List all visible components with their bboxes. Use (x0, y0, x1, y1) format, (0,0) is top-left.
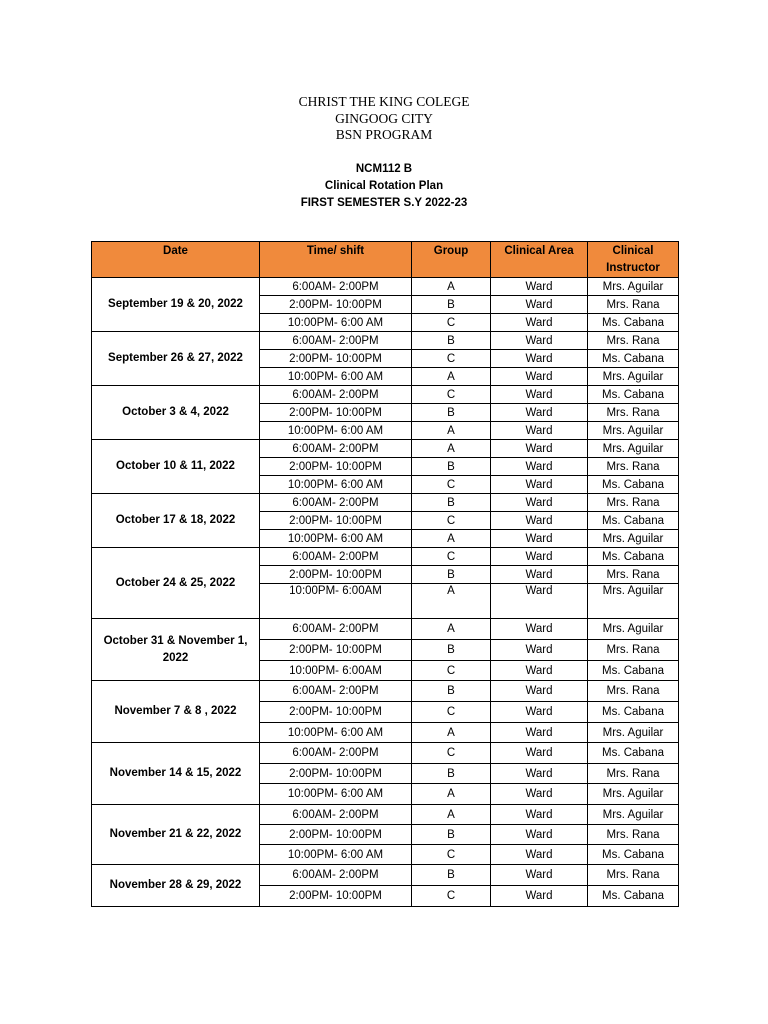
time-cell: 2:00PM- 10:00PM (260, 458, 412, 476)
time-cell: 6:00AM- 2:00PM (260, 865, 412, 886)
instructor-cell: Mrs. Rana (588, 332, 679, 350)
instructor-cell: Mrs. Aguilar (588, 805, 679, 825)
table-row (92, 278, 679, 296)
clinical-area-cell: Ward (491, 368, 588, 386)
rotation-table (91, 241, 679, 907)
group-cell: B (412, 640, 491, 661)
clinical-area-cell: Ward (491, 548, 588, 566)
time-cell: 6:00AM- 2:00PM (260, 494, 412, 512)
instructor-cell: Mrs. Rana (588, 404, 679, 422)
instructor-cell: Ms. Cabana (588, 314, 679, 332)
instructor-cell: Ms. Cabana (588, 702, 679, 723)
clinical-area-cell: Ward (491, 530, 588, 548)
instructor-cell: Mrs. Aguilar (588, 440, 679, 458)
group-cell: C (412, 314, 491, 332)
time-cell: 2:00PM- 10:00PM (260, 825, 412, 845)
time-cell: 2:00PM- 10:00PM (260, 350, 412, 368)
time-cell: 2:00PM- 10:00PM (260, 296, 412, 314)
group-cell: A (412, 619, 491, 640)
instructor-cell: Ms. Cabana (588, 386, 679, 404)
group-cell: B (412, 404, 491, 422)
group-cell: C (412, 886, 491, 907)
table-body (92, 278, 679, 907)
group-cell: C (412, 386, 491, 404)
group-cell: C (412, 743, 491, 764)
group-cell: C (412, 548, 491, 566)
column-header-clinical-area: Clinical Area (491, 242, 588, 278)
clinical-area-cell: Ward (491, 825, 588, 845)
clinical-area-cell: Ward (491, 494, 588, 512)
instructor-cell: Mrs. Aguilar (588, 530, 679, 548)
time-cell: 6:00AM- 2:00PM (260, 681, 412, 702)
time-cell: 10:00PM- 6:00 AM (260, 368, 412, 386)
semester-label: FIRST SEMESTER S.Y 2022-23 (300, 197, 468, 209)
instructor-cell: Mrs. Aguilar (588, 723, 679, 743)
program-name: BSN PROGRAM (335, 127, 433, 142)
group-cell: A (412, 422, 491, 440)
column-header-date: Date (92, 242, 260, 278)
plan-title: Clinical Rotation Plan (324, 180, 444, 192)
instructor-cell: Ms. Cabana (588, 661, 679, 681)
clinical-area-cell: Ward (491, 476, 588, 494)
time-cell: 6:00AM- 2:00PM (260, 278, 412, 296)
time-cell: 6:00AM- 2:00PM (260, 743, 412, 764)
clinical-area-cell: Ward (491, 440, 588, 458)
group-cell: B (412, 494, 491, 512)
column-header-clinical-instructor: Clinical Instructor (588, 242, 679, 278)
group-cell: B (412, 681, 491, 702)
instructor-cell: Ms. Cabana (588, 886, 679, 907)
instructor-cell: Mrs. Rana (588, 681, 679, 702)
date-cell: October 31 & November 1, 2022 (92, 619, 260, 681)
college-city: GINGOOG CITY (335, 111, 433, 126)
clinical-area-cell: Ward (491, 661, 588, 681)
instructor-cell: Mrs. Aguilar (588, 784, 679, 805)
group-cell: B (412, 865, 491, 886)
clinical-area-cell: Ward (491, 350, 588, 368)
group-cell: B (412, 296, 491, 314)
time-cell: 6:00AM- 2:00PM (260, 548, 412, 566)
table-row (92, 743, 679, 764)
instructor-cell: Mrs. Rana (588, 640, 679, 661)
group-cell: C (412, 512, 491, 530)
date-cell: October 24 & 25, 2022 (92, 548, 260, 619)
instructor-cell: Mrs. Rana (588, 764, 679, 784)
instructor-cell: Ms. Cabana (588, 512, 679, 530)
table-header-row (92, 242, 679, 278)
clinical-area-cell: Ward (491, 314, 588, 332)
group-cell: B (412, 825, 491, 845)
time-cell: 2:00PM- 10:00PM (260, 404, 412, 422)
time-cell: 2:00PM- 10:00PM (260, 886, 412, 907)
time-cell: 2:00PM- 10:00PM (260, 702, 412, 723)
group-cell: A (412, 723, 491, 743)
time-cell: 6:00AM- 2:00PM (260, 386, 412, 404)
clinical-area-cell: Ward (491, 845, 588, 865)
clinical-area-cell: Ward (491, 278, 588, 296)
clinical-area-cell: Ward (491, 404, 588, 422)
instructor-cell: Mrs. Rana (588, 865, 679, 886)
group-cell: A (412, 584, 491, 619)
time-cell: 10:00PM- 6:00AM (260, 661, 412, 681)
group-cell: A (412, 805, 491, 825)
clinical-area-cell: Ward (491, 784, 588, 805)
instructor-cell: Ms. Cabana (588, 845, 679, 865)
time-cell: 10:00PM- 6:00 AM (260, 845, 412, 865)
instructor-cell: Mrs. Aguilar (588, 584, 679, 619)
group-cell: B (412, 458, 491, 476)
group-cell: B (412, 332, 491, 350)
clinical-area-cell: Ward (491, 764, 588, 784)
instructor-cell: Mrs. Rana (588, 296, 679, 314)
table-row (92, 332, 679, 350)
group-cell: A (412, 278, 491, 296)
time-cell: 10:00PM- 6:00 AM (260, 784, 412, 805)
clinical-area-cell: Ward (491, 566, 588, 584)
clinical-area-cell: Ward (491, 865, 588, 886)
date-cell: September 26 & 27, 2022 (92, 332, 260, 386)
date-cell: November 7 & 8 , 2022 (92, 681, 260, 743)
instructor-cell: Mrs. Rana (588, 566, 679, 584)
instructor-cell: Mrs. Rana (588, 458, 679, 476)
instructor-cell: Ms. Cabana (588, 743, 679, 764)
date-cell: October 17 & 18, 2022 (92, 494, 260, 548)
instructor-cell: Mrs. Aguilar (588, 278, 679, 296)
column-header-time-shift: Time/ shift (260, 242, 412, 278)
group-cell: A (412, 440, 491, 458)
time-cell: 10:00PM- 6:00 AM (260, 530, 412, 548)
clinical-area-cell: Ward (491, 332, 588, 350)
date-cell: November 14 & 15, 2022 (92, 743, 260, 805)
clinical-area-cell: Ward (491, 458, 588, 476)
group-cell: C (412, 845, 491, 865)
time-cell: 6:00AM- 2:00PM (260, 805, 412, 825)
clinical-area-cell: Ward (491, 619, 588, 640)
time-cell: 10:00PM- 6:00 AM (260, 476, 412, 494)
table-row (92, 865, 679, 886)
time-cell: 2:00PM- 10:00PM (260, 764, 412, 784)
clinical-area-cell: Ward (491, 743, 588, 764)
clinical-area-cell: Ward (491, 512, 588, 530)
clinical-area-cell: Ward (491, 422, 588, 440)
course-code: NCM112 B (355, 163, 413, 175)
instructor-cell: Mrs. Rana (588, 494, 679, 512)
clinical-area-cell: Ward (491, 640, 588, 661)
group-cell: A (412, 530, 491, 548)
instructor-cell: Mrs. Aguilar (588, 422, 679, 440)
group-cell: C (412, 350, 491, 368)
instructor-cell: Mrs. Rana (588, 825, 679, 845)
time-cell: 2:00PM- 10:00PM (260, 512, 412, 530)
college-name: CHRIST THE KING COLEGE (298, 94, 470, 109)
table-row (92, 619, 679, 640)
clinical-area-cell: Ward (491, 702, 588, 723)
clinical-area-cell: Ward (491, 386, 588, 404)
time-cell: 6:00AM- 2:00PM (260, 440, 412, 458)
clinical-area-cell: Ward (491, 886, 588, 907)
table-row (92, 681, 679, 702)
group-cell: C (412, 702, 491, 723)
time-cell: 10:00PM- 6:00 AM (260, 422, 412, 440)
date-cell: November 28 & 29, 2022 (92, 865, 260, 907)
time-cell: 10:00PM- 6:00 AM (260, 723, 412, 743)
clinical-area-cell: Ward (491, 723, 588, 743)
instructor-cell: Ms. Cabana (588, 476, 679, 494)
instructor-cell: Ms. Cabana (588, 350, 679, 368)
time-cell: 6:00AM- 2:00PM (260, 619, 412, 640)
date-cell: October 10 & 11, 2022 (92, 440, 260, 494)
group-cell: A (412, 784, 491, 805)
group-cell: A (412, 368, 491, 386)
group-cell: C (412, 661, 491, 681)
time-cell: 10:00PM- 6:00AM (260, 584, 412, 619)
time-cell: 10:00PM- 6:00 AM (260, 314, 412, 332)
clinical-area-cell: Ward (491, 805, 588, 825)
date-cell: September 19 & 20, 2022 (92, 278, 260, 332)
table-row (92, 440, 679, 458)
group-cell: B (412, 566, 491, 584)
table-row (92, 386, 679, 404)
clinical-area-cell: Ward (491, 584, 588, 619)
date-cell: October 3 & 4, 2022 (92, 386, 260, 440)
table-row (92, 494, 679, 512)
clinical-area-cell: Ward (491, 296, 588, 314)
group-cell: B (412, 764, 491, 784)
date-cell: November 21 & 22, 2022 (92, 805, 260, 865)
table-row (92, 805, 679, 825)
instructor-cell: Ms. Cabana (588, 548, 679, 566)
table-row (92, 548, 679, 566)
instructor-cell: Mrs. Aguilar (588, 368, 679, 386)
clinical-area-cell: Ward (491, 681, 588, 702)
instructor-cell: Mrs. Aguilar (588, 619, 679, 640)
time-cell: 2:00PM- 10:00PM (260, 566, 412, 584)
group-cell: C (412, 476, 491, 494)
time-cell: 6:00AM- 2:00PM (260, 332, 412, 350)
time-cell: 2:00PM- 10:00PM (260, 640, 412, 661)
column-header-group: Group (412, 242, 491, 278)
